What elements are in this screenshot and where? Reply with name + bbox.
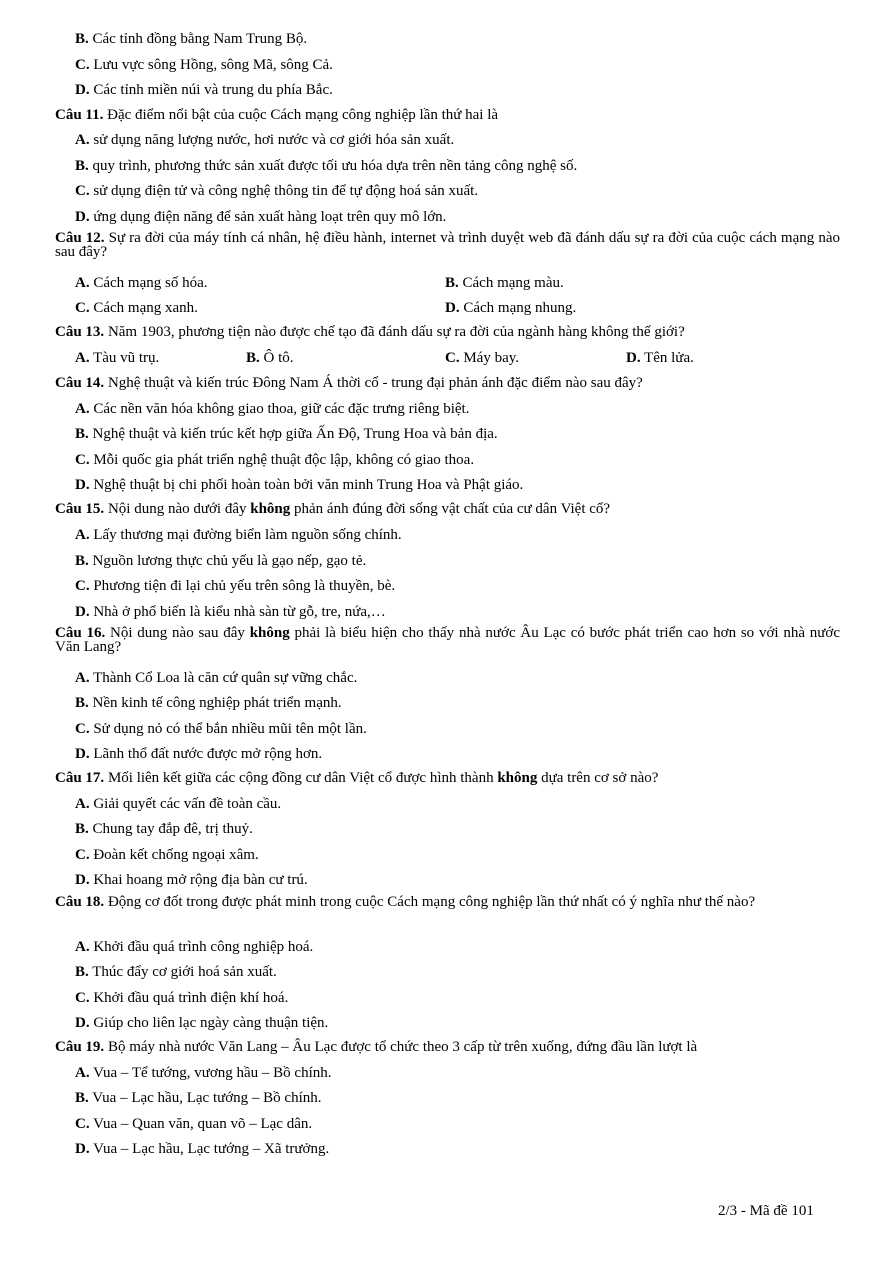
question-13: Câu 13. Năm 1903, phương tiện nào được chế tạo đã đánh dấu sự ra đời của ngành hàng không thế giới? [55,324,685,340]
q16-option-a: A. Thành Cổ Loa là căn cứ quân sự vững chắc. [75,670,358,686]
q16-option-d: D. Lãnh thổ đất nước được mở rộng hơn. [75,746,323,762]
q18-option-d: D. Giúp cho liên lạc ngày càng thuận tiện. [75,1015,329,1031]
q15-option-a: A. Lấy thương mại đường biển làm nguồn sống chính. [75,527,402,543]
q16-option-b: B. Nền kinh tế công nghiệp phát triển mạnh. [75,695,342,711]
q12-option-b: B. Cách mạng màu. [445,275,564,291]
question-11: Câu 11. Đặc điểm nổi bật của cuộc Cách mạng công nghiệp lần thứ hai là [55,107,499,123]
question-15: Câu 15. Nội dung nào dưới đây không phản ánh đúng đời sống vật chất của cư dân Việt cổ? [55,501,611,517]
q18-option-b: B. Thúc đẩy cơ giới hoá sản xuất. [75,964,277,980]
q13-option-c: C. Máy bay. [445,350,520,366]
q14-option-a: A. Các nền văn hóa không giao thoa, giữ các đặc trưng riêng biệt. [75,401,470,417]
q13-option-b: B. Ô tô. [246,350,294,366]
q14-option-b: B. Nghệ thuật và kiến trúc kết hợp giữa Ấn Độ, Trung Hoa và bản địa. [75,426,498,442]
page-footer: 2/3 - Mã đề 101 [718,1203,814,1219]
q19-option-b: B. Vua – Lạc hầu, Lạc tướng – Bồ chính. [75,1090,322,1106]
q18-option-a: A. Khởi đầu quá trình công nghiệp hoá. [75,939,314,955]
q16-option-c: C. Sử dụng nỏ có thể bắn nhiều mũi tên một lần. [75,721,367,737]
q11-option-b: B. quy trình, phương thức sản xuất được tối ưu hóa dựa trên nền tảng công nghệ số. [75,158,578,174]
question-17: Câu 17. Mối liên kết giữa các cộng đồng cư dân Việt cổ được hình thành không dựa trên cơ sở nào? [55,770,659,786]
option-d: D. Các tỉnh miền núi và trung du phía Bắc. [75,82,333,98]
q13-option-d: D. Tên lửa. [626,350,694,366]
q15-option-b: B. Nguồn lương thực chủ yếu là gạo nếp, gạo tẻ. [75,553,367,569]
q19-option-d: D. Vua – Lạc hầu, Lạc tướng – Xã trưởng. [75,1141,330,1157]
q17-option-b: B. Chung tay đắp đê, trị thuỷ. [75,821,253,837]
q11-option-c: C. sử dụng điện tử và công nghệ thông tin để tự động hoá sản xuất. [75,183,479,199]
q19-option-c: C. Vua – Quan văn, quan võ – Lạc dân. [75,1116,313,1132]
question-12: Câu 12. Sự ra đời của máy tính cá nhân, hệ điều hành, internet và trình duyệt web đã đánh dấu sự ra đời của cuộc cách mạng nào sau đây? [55,230,840,260]
q11-option-a: A. sử dụng năng lượng nước, hơi nước và cơ giới hóa sản xuất. [75,132,455,148]
question-16: Câu 16. Nội dung nào sau đây không phải là biểu hiện cho thấy nhà nước Âu Lạc có bước phát triển cao hơn so với nhà nước Văn Lang? [55,625,840,655]
q12-option-d: D. Cách mạng nhung. [445,300,577,316]
q17-option-c: C. Đoàn kết chống ngoại xâm. [75,847,259,863]
q14-option-d: D. Nghệ thuật bị chi phối hoàn toàn bởi văn minh Trung Hoa và Phật giáo. [75,477,524,493]
q18-option-c: C. Khởi đầu quá trình điện khí hoá. [75,990,289,1006]
q19-option-a: A. Vua – Tể tướng, vương hầu – Bồ chính. [75,1065,332,1081]
q14-option-c: C. Mỗi quốc gia phát triển nghệ thuật độc lập, không có giao thoa. [75,452,475,468]
option-c: C. Lưu vực sông Hồng, sông Mã, sông Cả. [75,57,333,73]
q15-option-d: D. Nhà ở phổ biến là kiểu nhà sàn từ gỗ, tre, nứa,… [75,604,386,620]
question-14: Câu 14. Nghệ thuật và kiến trúc Đông Nam Á thời cổ - trung đại phản ánh đặc điểm nào sau đây? [55,375,643,391]
q17-option-a: A. Giải quyết các vấn đề toàn cầu. [75,796,282,812]
q12-option-c: C. Cách mạng xanh. [75,300,198,316]
question-19: Câu 19. Bộ máy nhà nước Văn Lang – Âu Lạc được tổ chức theo 3 cấp từ trên xuống, đứng đầu lần lượt là [55,1039,698,1055]
q12-option-a: A. Cách mạng số hóa. [75,275,208,291]
option-b: B. Các tỉnh đồng bằng Nam Trung Bộ. [75,31,308,47]
q17-option-d: D. Khai hoang mở rộng địa bàn cư trú. [75,872,308,888]
q11-option-d: D. ứng dụng điện năng để sản xuất hàng loạt trên quy mô lớn. [75,209,447,225]
q13-option-a: A. Tàu vũ trụ. [75,350,160,366]
q15-option-c: C. Phương tiện đi lại chủ yếu trên sông là thuyền, bè. [75,578,396,594]
question-18: Câu 18. Động cơ đốt trong được phát minh trong cuộc Cách mạng công nghiệp lần thứ nhất có ý nghĩa như thế nào? [55,894,756,910]
